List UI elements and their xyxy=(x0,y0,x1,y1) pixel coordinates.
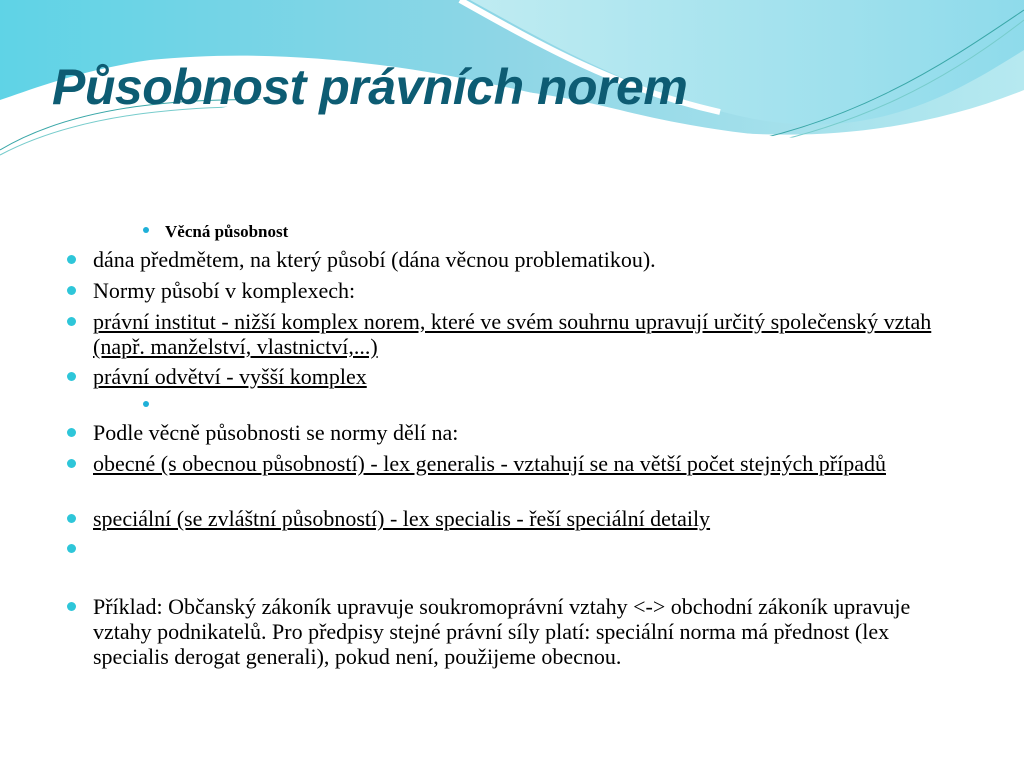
list-item-text: Příklad: Občanský zákoník upravuje soukromoprávní vztahy <-> obchodní zákoník upravuje vztahy podnikatelů. Pro předpisy stejné právní síly platí: speciální norma má přednost (lex specialis derogat generali), pokud není, použijeme obecnou. xyxy=(93,594,911,669)
list-item xyxy=(93,247,973,272)
list-item-text: právní institut - nižší komplex norem, které ve svém souhrnu upravují určitý společenský vztah (např. manželství, vlastnictví,...) xyxy=(93,309,932,359)
list-item-text: dána předmětem, na který působí (dána věcnou problematikou). xyxy=(93,247,656,272)
subheading-text: Věcná působnost xyxy=(165,222,289,241)
bullet-icon xyxy=(67,372,76,381)
bullet-icon xyxy=(67,602,76,611)
bullet-icon xyxy=(67,255,76,264)
slide-title: Působnost právních norem xyxy=(52,59,688,115)
subheading-item xyxy=(165,219,1024,244)
list-item xyxy=(93,278,973,303)
list-item xyxy=(93,594,933,669)
bullet-icon xyxy=(143,227,149,233)
list-item xyxy=(93,420,973,445)
list-item-text: právní odvětví - vyšší komplex xyxy=(93,364,367,389)
bullet-icon xyxy=(67,514,76,523)
list-item xyxy=(93,506,973,531)
list-item xyxy=(93,451,973,476)
list-item xyxy=(93,364,973,389)
bullet-icon xyxy=(143,401,149,407)
bullet-icon xyxy=(67,317,76,326)
list-item-text: speciální (se zvláštní působností) - lex specialis - řeší speciální detaily xyxy=(93,506,711,531)
bullet-icon xyxy=(67,459,76,468)
bullet-icon xyxy=(67,428,76,437)
list-item-text: obecné (s obecnou působností) - lex generalis - vztahují se na větší počet stejných případů xyxy=(93,451,886,476)
bullet-icon xyxy=(67,286,76,295)
list-item xyxy=(93,309,973,359)
bullet-icon xyxy=(67,544,76,553)
list-item-text: Podle věcně působnosti se normy dělí na: xyxy=(93,420,459,445)
list-item-text: Normy působí v komplexech: xyxy=(93,278,356,303)
